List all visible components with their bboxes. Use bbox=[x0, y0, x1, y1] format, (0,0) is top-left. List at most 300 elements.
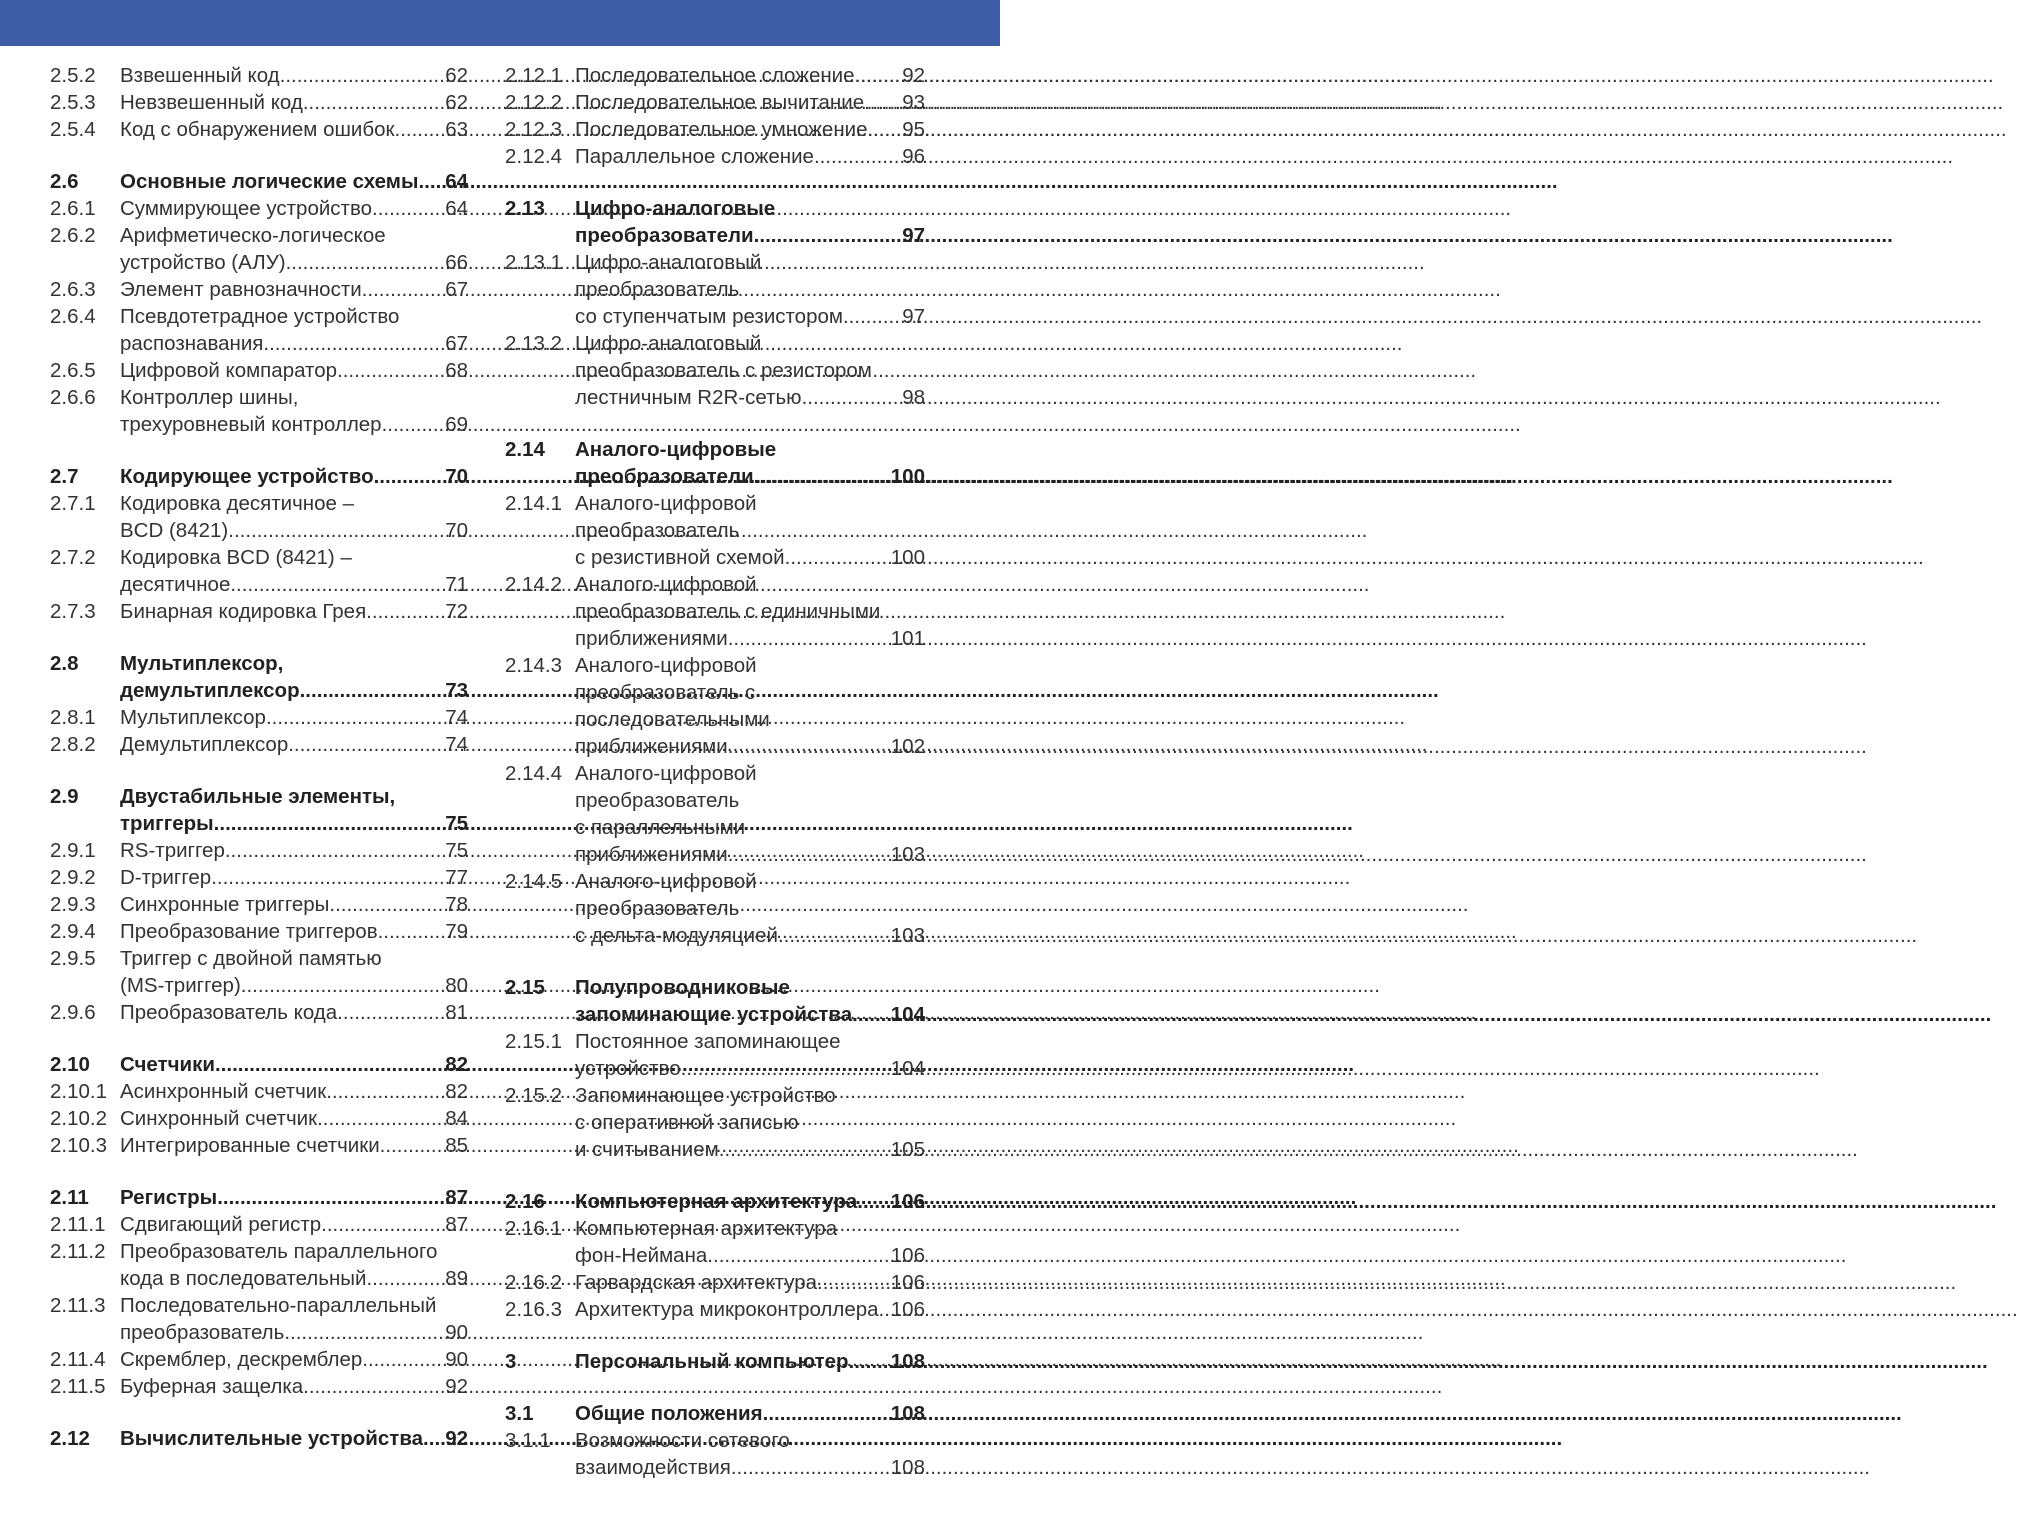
toc-entry[interactable] bbox=[50, 837, 468, 864]
dot-leader bbox=[337, 357, 445, 384]
toc-entry-page: 75 bbox=[445, 812, 468, 835]
toc-entry-title: D-триггер bbox=[120, 866, 212, 889]
toc-entry[interactable] bbox=[50, 1346, 468, 1373]
toc-entry-title: Компьютерная архитектура bbox=[575, 1217, 838, 1240]
dot-leader bbox=[423, 1425, 445, 1452]
toc-entry-title: преобразователь bbox=[575, 519, 740, 542]
dot-leader bbox=[728, 841, 891, 868]
toc-entry[interactable] bbox=[505, 1215, 925, 1269]
toc-entry-title: устройство (АЛУ) bbox=[120, 251, 286, 274]
toc-entry-title: Цифро-аналоговый bbox=[575, 332, 762, 355]
toc-entry-title: взаимодействия bbox=[575, 1456, 731, 1479]
dot-leader bbox=[817, 1269, 891, 1296]
dot-leader bbox=[214, 810, 446, 837]
toc-left-column bbox=[50, 62, 468, 1452]
toc-entry-title: Аналого-цифровые bbox=[575, 438, 777, 461]
toc-entry[interactable] bbox=[505, 974, 925, 1028]
toc-entry-number: 2.8 bbox=[50, 652, 79, 675]
toc-entry-number: 2.5.2 bbox=[50, 64, 96, 87]
dot-leader bbox=[225, 837, 445, 864]
toc-entry-page: 74 bbox=[445, 706, 468, 729]
toc-entry-title: Асинхронный счетчик bbox=[120, 1080, 327, 1103]
toc-entry-page: 90 bbox=[445, 1321, 468, 1344]
toc-entry-title: Возможности сетевого bbox=[575, 1429, 790, 1452]
toc-entry-number: 2.11.5 bbox=[50, 1375, 106, 1398]
toc-entry-page: 63 bbox=[445, 118, 468, 141]
dot-leader bbox=[374, 463, 446, 490]
toc-entry-number: 2.6.6 bbox=[50, 386, 96, 409]
dot-leader bbox=[362, 1346, 445, 1373]
toc-entry[interactable] bbox=[50, 1132, 468, 1159]
toc-entry-title: Суммирующее устройство bbox=[120, 197, 373, 220]
toc-entry-title: Постоянное запоминающее bbox=[575, 1030, 841, 1053]
toc-entry[interactable] bbox=[505, 116, 925, 143]
toc-entry-title: Полупроводниковые bbox=[575, 976, 790, 999]
toc-entry-title: Кодировка десятичное – bbox=[120, 492, 354, 515]
toc-entry[interactable] bbox=[50, 1184, 468, 1211]
toc-entry-number: 2.6 bbox=[50, 170, 79, 193]
toc-entry-title: Архитектура микроконтроллера bbox=[575, 1298, 879, 1321]
dot-leader bbox=[241, 972, 445, 999]
toc-entry-title: Буферная защелка bbox=[120, 1375, 304, 1398]
toc-entry-title: BCD (8421) bbox=[120, 519, 229, 542]
dot-leader bbox=[418, 168, 445, 195]
toc-entry[interactable] bbox=[505, 1400, 925, 1427]
dot-leader bbox=[802, 384, 903, 411]
toc-entry-title: преобразователь bbox=[575, 278, 740, 301]
toc-entry[interactable] bbox=[50, 704, 468, 731]
toc-entry-page: 67 bbox=[445, 278, 468, 301]
toc-entry-number: 2.16.2 bbox=[505, 1271, 562, 1294]
toc-entry-title: Элемент равнозначности bbox=[120, 278, 362, 301]
toc-entry-number: 2.11.3 bbox=[50, 1294, 106, 1317]
toc-entry-number: 2.14 bbox=[505, 438, 545, 461]
dot-leader bbox=[849, 1348, 891, 1375]
toc-entry[interactable] bbox=[50, 89, 468, 116]
toc-entry-number: 2.9.3 bbox=[50, 893, 96, 916]
toc-entry[interactable] bbox=[505, 1427, 925, 1481]
dot-leader bbox=[217, 1184, 445, 1211]
toc-entry[interactable] bbox=[50, 276, 468, 303]
toc-entry-number: 2.12.1 bbox=[505, 64, 562, 87]
toc-entry[interactable] bbox=[50, 1373, 468, 1400]
dot-leader bbox=[857, 1188, 891, 1215]
toc-entry-number: 2.6.5 bbox=[50, 359, 96, 382]
toc-entry-number: 2.6.1 bbox=[50, 197, 96, 220]
toc-entry-title: Невзвешенный код bbox=[120, 91, 303, 114]
toc-entry[interactable] bbox=[50, 1105, 468, 1132]
toc-entry-title: Двустабильные элементы, bbox=[120, 785, 396, 808]
toc-entry[interactable] bbox=[50, 195, 468, 222]
toc-entry-title: с резистивной схемой bbox=[575, 546, 785, 569]
toc-entry-page: 92 bbox=[445, 1427, 468, 1450]
toc-entry-page: 77 bbox=[445, 866, 468, 889]
dot-leader bbox=[230, 571, 445, 598]
dot-leader bbox=[852, 1001, 891, 1028]
toc-entry-title: Регистры bbox=[120, 1186, 218, 1209]
toc-entry-title: Аналого-цифровой bbox=[575, 573, 757, 596]
toc-entry-title: Кодирующее устройство bbox=[120, 465, 374, 488]
toc-entry-title: Демультиплексор bbox=[120, 733, 289, 756]
toc-entry[interactable] bbox=[50, 731, 468, 758]
toc-entry-page: 96 bbox=[902, 145, 925, 168]
toc-entry-title: Последовательно-параллельный bbox=[120, 1294, 437, 1317]
toc-entry[interactable] bbox=[505, 1296, 925, 1323]
dot-leader bbox=[300, 677, 446, 704]
toc-entry-number: 2.9.6 bbox=[50, 1001, 96, 1024]
toc-entry-title: Последовательное вычитание bbox=[575, 91, 865, 114]
toc-entry-number: 2.9.5 bbox=[50, 947, 96, 970]
toc-entry[interactable] bbox=[50, 1425, 468, 1452]
toc-entry-number: 2.8.2 bbox=[50, 733, 96, 756]
toc-entry-title: Преобразователь кода bbox=[120, 1001, 338, 1024]
toc-right-column bbox=[505, 62, 925, 1481]
toc-entry[interactable] bbox=[50, 1292, 468, 1346]
dot-leader bbox=[707, 1242, 890, 1269]
toc-entry-page: 79 bbox=[445, 920, 468, 943]
dot-leader bbox=[337, 999, 445, 1026]
dot-leader bbox=[731, 1454, 891, 1481]
dot-leader bbox=[681, 1055, 891, 1082]
toc-entry-title: преобразователь bbox=[575, 897, 740, 920]
toc-entry-number: 2.11.2 bbox=[50, 1240, 106, 1263]
toc-entry-page: 75 bbox=[445, 839, 468, 862]
toc-entry-title: демультиплексор bbox=[120, 679, 300, 702]
toc-entry-title: Последовательное сложение bbox=[575, 64, 855, 87]
toc-entry-number: 2.15.1 bbox=[505, 1030, 562, 1053]
toc-entry-title: трехуровневый контроллер bbox=[120, 413, 382, 436]
toc-entry-title: (MS-триггер) bbox=[120, 974, 241, 997]
toc-entry-page: 103 bbox=[890, 924, 925, 947]
toc-entry-title: распознавания bbox=[120, 332, 264, 355]
toc-entry[interactable] bbox=[50, 945, 468, 999]
toc-entry-title: Преобразование триггеров bbox=[120, 920, 378, 943]
toc-entry-title: приближениями bbox=[575, 735, 728, 758]
toc-entry-page: 64 bbox=[445, 170, 468, 193]
toc-entry-title: Последовательное умножение bbox=[575, 118, 868, 141]
toc-entry-page: 101 bbox=[890, 627, 925, 650]
toc-entry-page: 73 bbox=[445, 679, 468, 702]
toc-entry-page: 97 bbox=[902, 224, 925, 247]
dot-leader bbox=[855, 62, 903, 89]
toc-entry-title: Взвешенный код bbox=[120, 64, 280, 87]
toc-entry-page: 66 bbox=[445, 251, 468, 274]
dot-leader bbox=[329, 891, 445, 918]
toc-entry[interactable] bbox=[505, 436, 925, 490]
toc-entry-number: 2.8.1 bbox=[50, 706, 96, 729]
toc-entry[interactable] bbox=[50, 544, 468, 598]
toc-entry-title: триггеры bbox=[120, 812, 214, 835]
dot-leader bbox=[286, 249, 446, 276]
toc-entry-title: Счетчики bbox=[120, 1053, 215, 1076]
toc-entry-number: 2.7.2 bbox=[50, 546, 96, 569]
toc-entry[interactable] bbox=[50, 384, 468, 438]
toc-entry-number: 2.9.2 bbox=[50, 866, 96, 889]
toc-entry-title: запоминающие устройства bbox=[575, 1003, 853, 1026]
toc-entry[interactable] bbox=[50, 918, 468, 945]
toc-entry-page: 95 bbox=[902, 118, 925, 141]
dot-leader bbox=[728, 625, 891, 652]
dot-leader bbox=[321, 1211, 445, 1238]
toc-entry-page: 84 bbox=[445, 1107, 468, 1130]
toc-entry[interactable] bbox=[50, 783, 468, 837]
toc-entry-page: 102 bbox=[890, 735, 925, 758]
toc-entry-number: 2.13 bbox=[505, 197, 545, 220]
toc-entry-page: 67 bbox=[445, 332, 468, 355]
toc-entry[interactable] bbox=[50, 116, 468, 143]
toc-entry[interactable] bbox=[50, 1051, 468, 1078]
toc-entry-title: Аналого-цифровой bbox=[575, 870, 757, 893]
toc-entry[interactable] bbox=[505, 62, 925, 89]
toc-entry-page: 106 bbox=[890, 1298, 925, 1321]
toc-entry-page: 68 bbox=[445, 359, 468, 382]
toc-entry-number: 2.7 bbox=[50, 465, 79, 488]
toc-entry-number: 2.12.3 bbox=[505, 118, 562, 141]
toc-entry-number: 2.14.3 bbox=[505, 654, 562, 677]
toc-entry[interactable] bbox=[50, 222, 468, 276]
toc-entry[interactable] bbox=[505, 249, 925, 330]
dot-leader bbox=[843, 303, 902, 330]
dot-leader bbox=[303, 89, 445, 116]
toc-entry-number: 2.10.2 bbox=[50, 1107, 107, 1130]
toc-entry[interactable] bbox=[505, 195, 925, 249]
toc-entry-title: преобразователь с единичными bbox=[575, 600, 881, 623]
toc-entry-number: 2.11.1 bbox=[50, 1213, 106, 1236]
toc-entry[interactable] bbox=[50, 999, 468, 1026]
toc-entry-title: фон-Неймана bbox=[575, 1244, 708, 1267]
dot-leader bbox=[382, 411, 446, 438]
dot-leader bbox=[814, 143, 902, 170]
toc-entry-title: Аналого-цифровой bbox=[575, 762, 757, 785]
dot-leader bbox=[211, 864, 445, 891]
toc-entry[interactable] bbox=[505, 652, 925, 760]
toc-entry-title: Вычислительные устройства bbox=[120, 1427, 424, 1450]
toc-entry-title: Мультиплексор, bbox=[120, 652, 284, 675]
toc-entry-title: Синхронные триггеры bbox=[120, 893, 330, 916]
toc-entry[interactable] bbox=[505, 760, 925, 868]
toc-entry-title: преобразователь с резистором bbox=[575, 359, 872, 382]
dot-leader bbox=[288, 731, 445, 758]
toc-entry-page: 70 bbox=[445, 519, 468, 542]
toc-entry-title: Код с обнаружением ошибок bbox=[120, 118, 395, 141]
toc-entry-page: 103 bbox=[890, 843, 925, 866]
dot-leader bbox=[366, 598, 445, 625]
dot-leader bbox=[266, 704, 445, 731]
toc-entry-number: 2.6.4 bbox=[50, 305, 96, 328]
dot-leader bbox=[395, 116, 446, 143]
toc-entry-page: 82 bbox=[445, 1053, 468, 1076]
toc-entry-number: 2.7.1 bbox=[50, 492, 96, 515]
toc-entry-title: Кодировка BCD (8421) – bbox=[120, 546, 352, 569]
toc-entry-number: 2.11 bbox=[50, 1186, 89, 1209]
toc-entry-number: 2.9.4 bbox=[50, 920, 96, 943]
toc-entry[interactable] bbox=[505, 1188, 925, 1215]
dot-leader bbox=[754, 463, 891, 490]
toc-entry-title: Компьютерная архитектура bbox=[575, 1190, 858, 1213]
toc-entry-page: 108 bbox=[890, 1402, 925, 1425]
toc-entry-page: 100 bbox=[890, 546, 925, 569]
toc-entry-page: 106 bbox=[890, 1190, 925, 1213]
toc-entry-page: 97 bbox=[902, 305, 925, 328]
dot-leader bbox=[280, 62, 446, 89]
toc-entry-page: 87 bbox=[445, 1186, 468, 1209]
toc-entry-title: Цифровой компаратор bbox=[120, 359, 338, 382]
toc-entry-title: Синхронный счетчик bbox=[120, 1107, 318, 1130]
toc-entry[interactable] bbox=[50, 463, 468, 490]
toc-entry-title: Арифметическо-логическое bbox=[120, 224, 386, 247]
toc-entry-title: RS-триггер bbox=[120, 839, 225, 862]
toc-entry[interactable] bbox=[50, 1078, 468, 1105]
toc-entry-title: последовательными bbox=[575, 708, 770, 731]
toc-entry-page: 92 bbox=[445, 1375, 468, 1398]
dot-leader bbox=[362, 276, 446, 303]
dot-leader bbox=[215, 1051, 445, 1078]
toc-entry-page: 108 bbox=[890, 1456, 925, 1479]
toc-entry-title: кода в последовательный bbox=[120, 1267, 367, 1290]
toc-entry-number: 3 bbox=[505, 1350, 517, 1373]
toc-entry-title: Интегрированные счетчики bbox=[120, 1134, 380, 1157]
toc-entry[interactable] bbox=[505, 571, 925, 652]
toc-entry-number: 2.14.5 bbox=[505, 870, 562, 893]
toc-entry-page: 87 bbox=[445, 1213, 468, 1236]
toc-entry[interactable] bbox=[50, 891, 468, 918]
toc-entry-number: 2.16 bbox=[505, 1190, 545, 1213]
toc-entry-number: 2.5.4 bbox=[50, 118, 96, 141]
toc-entry-number: 2.15.2 bbox=[505, 1084, 562, 1107]
toc-entry-title: с оперативной записью bbox=[575, 1111, 799, 1134]
toc-entry-title: лестничным R2R-сетью bbox=[575, 386, 802, 409]
toc-entry-number: 2.12.2 bbox=[505, 91, 562, 114]
toc-entry-number: 2.16.3 bbox=[505, 1298, 562, 1321]
toc-entry-title: Гарвардская архитектура bbox=[575, 1271, 818, 1294]
toc-entry-title: Цифро-аналоговый bbox=[575, 251, 762, 274]
toc-entry-title: со ступенчатым резистором bbox=[575, 305, 843, 328]
toc-entry[interactable] bbox=[50, 650, 468, 704]
dot-leader bbox=[728, 733, 891, 760]
toc-entry[interactable] bbox=[50, 62, 468, 89]
toc-entry-number: 2.9.1 bbox=[50, 839, 96, 862]
toc-entry[interactable] bbox=[505, 330, 925, 411]
toc-entry-title: Основные логические схемы bbox=[120, 170, 419, 193]
toc-entry-number: 2.14.2 bbox=[505, 573, 562, 596]
toc-entry-title: Запоминающее устройство bbox=[575, 1084, 836, 1107]
toc-entry-number: 2.16.1 bbox=[505, 1217, 562, 1240]
dot-leader bbox=[326, 1078, 445, 1105]
toc-entry-number: 2.10.3 bbox=[50, 1134, 107, 1157]
dot-leader bbox=[372, 195, 445, 222]
toc-entry-number: 2.14.1 bbox=[505, 492, 562, 515]
toc-entry-title: приближениями bbox=[575, 627, 728, 650]
toc-entry[interactable] bbox=[505, 1028, 925, 1082]
toc-entry[interactable] bbox=[50, 598, 468, 625]
toc-entry-page: 98 bbox=[902, 386, 925, 409]
toc-entry[interactable] bbox=[50, 357, 468, 384]
dot-leader bbox=[284, 1319, 445, 1346]
toc-entry-number: 3.1 bbox=[505, 1402, 534, 1425]
dot-leader bbox=[378, 918, 446, 945]
toc-entry-title: преобразователь с bbox=[575, 681, 756, 704]
toc-entry-title: десятичное bbox=[120, 573, 231, 596]
toc-entry-title: преобразователи bbox=[575, 224, 754, 247]
toc-entry-number: 2.13.1 bbox=[505, 251, 562, 274]
toc-entry-page: 64 bbox=[445, 197, 468, 220]
toc-entry[interactable] bbox=[505, 1082, 925, 1163]
toc-entry-title: Цифро-аналоговые bbox=[575, 197, 776, 220]
toc-entry[interactable] bbox=[505, 89, 925, 116]
toc-entry[interactable] bbox=[50, 1238, 468, 1292]
dot-leader bbox=[366, 1265, 445, 1292]
toc-entry-title: Сдвигающий регистр bbox=[120, 1213, 322, 1236]
toc-entry-page: 72 bbox=[445, 600, 468, 623]
toc-entry-page: 80 bbox=[445, 974, 468, 997]
toc-entry-page: 69 bbox=[445, 413, 468, 436]
toc-entry-page: 105 bbox=[890, 1138, 925, 1161]
toc-entry-page: 74 bbox=[445, 733, 468, 756]
toc-entry-title: Параллельное сложение bbox=[575, 145, 814, 168]
toc-entry-number: 2.9 bbox=[50, 785, 79, 808]
toc-entry-number: 2.12.4 bbox=[505, 145, 562, 168]
toc-entry-title: с параллельными bbox=[575, 816, 746, 839]
toc-entry-number: 2.13.2 bbox=[505, 332, 562, 355]
toc-entry-number: 2.14.4 bbox=[505, 762, 562, 785]
dot-leader bbox=[763, 1400, 891, 1427]
toc-entry-title: Персональный компьютер bbox=[575, 1350, 849, 1373]
dot-leader bbox=[778, 922, 891, 949]
toc-entry-number: 2.12 bbox=[50, 1427, 90, 1450]
dot-leader bbox=[228, 517, 445, 544]
toc-entry[interactable] bbox=[50, 303, 468, 357]
toc-entry-title: преобразователь bbox=[575, 789, 740, 812]
toc-entry-number: 2.11.4 bbox=[50, 1348, 106, 1371]
toc-entry-title: Бинарная кодировка Грея bbox=[120, 600, 367, 623]
dot-leader bbox=[868, 116, 903, 143]
toc-entry-title: Контроллер шины, bbox=[120, 386, 299, 409]
dot-leader bbox=[303, 1373, 445, 1400]
toc-entry-title: приближениями bbox=[575, 843, 728, 866]
toc-entry-title: Мультиплексор bbox=[120, 706, 266, 729]
dot-leader bbox=[263, 330, 445, 357]
toc-entry-title: Аналого-цифровой bbox=[575, 654, 757, 677]
toc-entry-page: 106 bbox=[890, 1244, 925, 1267]
toc-entry[interactable] bbox=[505, 1269, 925, 1296]
toc-entry[interactable] bbox=[50, 490, 468, 544]
toc-entry-title: и считыванием bbox=[575, 1138, 719, 1161]
dot-leader bbox=[754, 222, 903, 249]
toc-entry[interactable] bbox=[50, 168, 468, 195]
toc-entry-number: 2.10 bbox=[50, 1053, 90, 1076]
dot-leader bbox=[317, 1105, 445, 1132]
toc-entry[interactable] bbox=[505, 868, 925, 949]
toc-entry-page: 93 bbox=[902, 91, 925, 114]
toc-entry[interactable] bbox=[505, 1348, 925, 1375]
toc-entry-title: Скремблер, дескремблер bbox=[120, 1348, 363, 1371]
toc-entry[interactable] bbox=[50, 1211, 468, 1238]
toc-entry[interactable] bbox=[505, 490, 925, 571]
toc-entry-page: 71 bbox=[445, 573, 468, 596]
toc-entry-title: с дельта-модуляцией bbox=[575, 924, 778, 947]
toc-entry-page: 106 bbox=[890, 1271, 925, 1294]
dot-leader bbox=[785, 544, 891, 571]
dot-leader bbox=[719, 1136, 891, 1163]
toc-entry-page: 92 bbox=[902, 64, 925, 87]
dot-leader bbox=[879, 1296, 891, 1323]
dot-leader bbox=[380, 1132, 446, 1159]
toc-entry[interactable] bbox=[505, 143, 925, 170]
toc-entry[interactable] bbox=[50, 864, 468, 891]
toc-entry-title: преобразователь bbox=[120, 1321, 285, 1344]
toc-entry-number: 2.10.1 bbox=[50, 1080, 107, 1103]
toc-entry-title: преобразователи bbox=[575, 465, 754, 488]
